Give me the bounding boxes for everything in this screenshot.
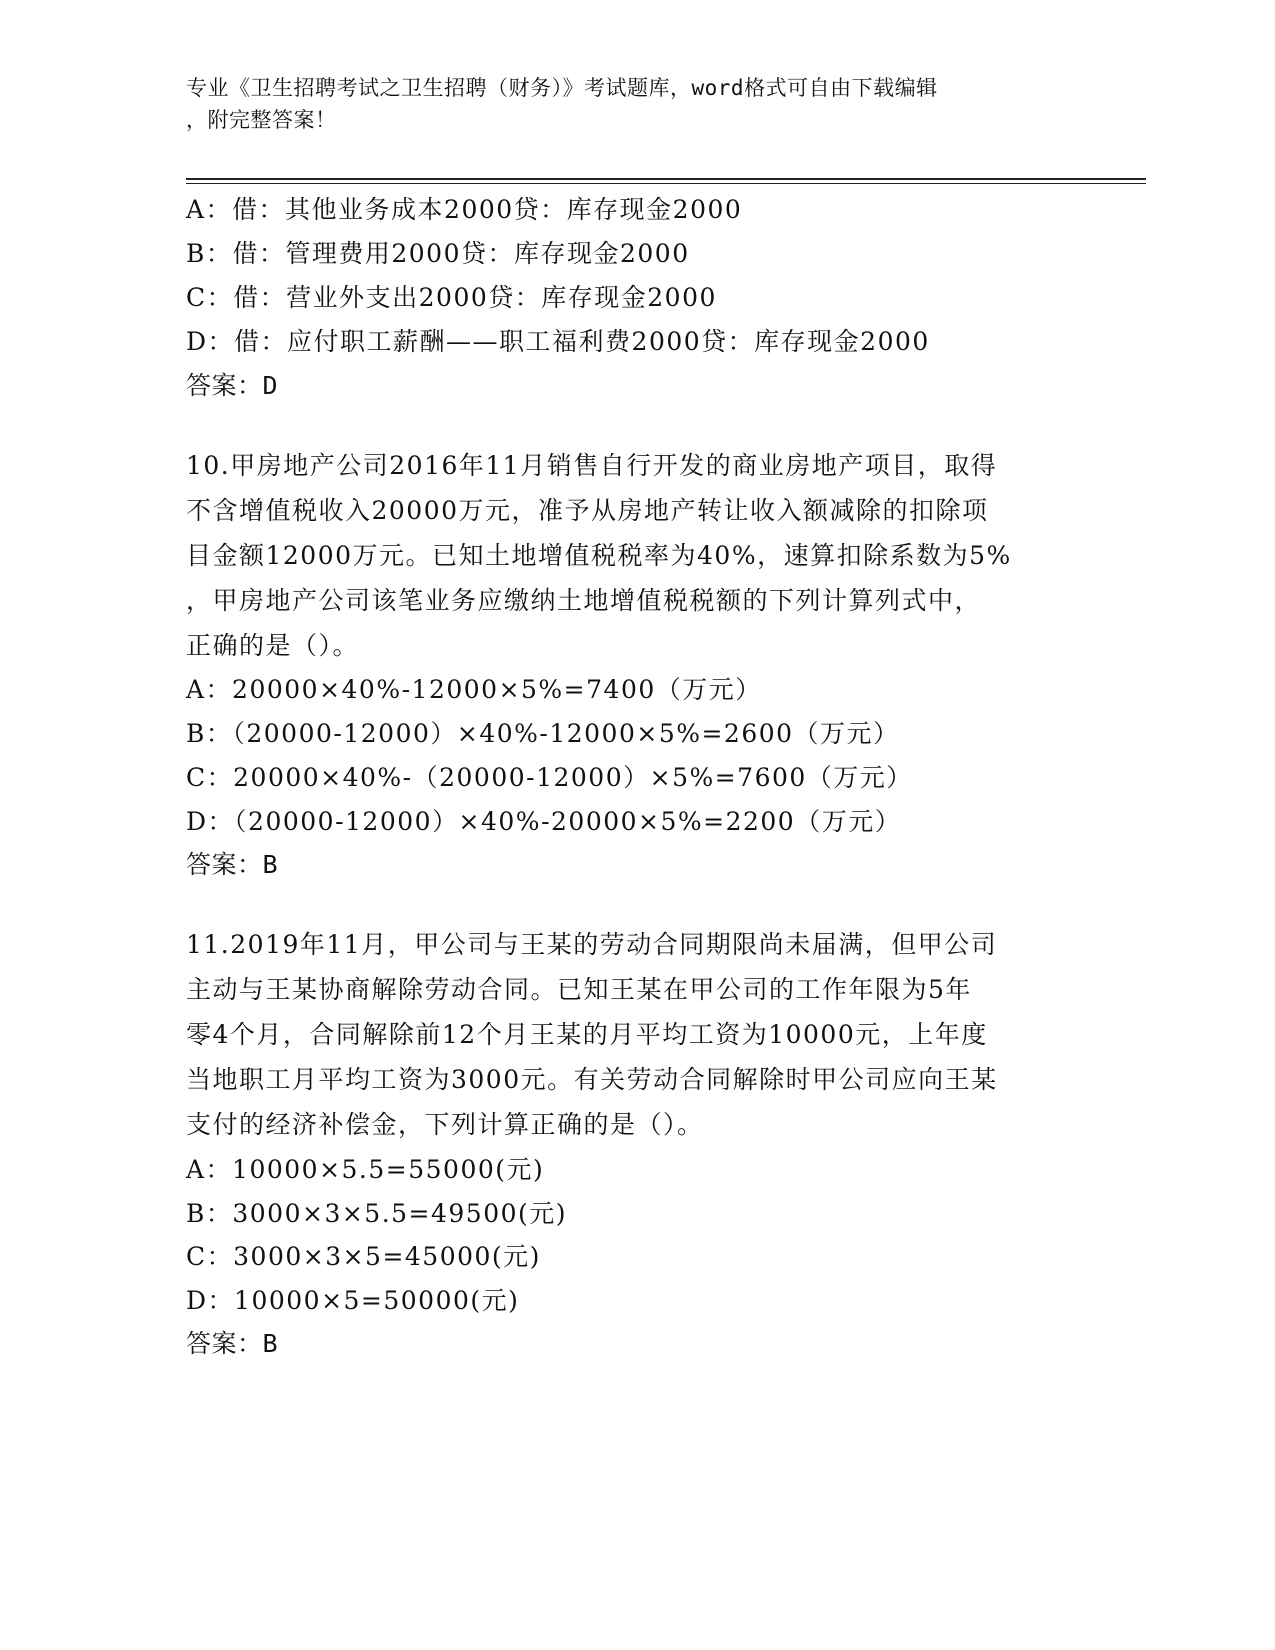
q10-stem-line: 正确的是（）。 bbox=[186, 631, 360, 660]
q10-option-c: C：20000×40%-（20000-12000）×5%=7600（万元） bbox=[186, 763, 913, 792]
q10-option-a: A：20000×40%-12000×5%=7400（万元） bbox=[186, 675, 762, 704]
q11-stem bbox=[186, 922, 1066, 1147]
q11-option-b: B：3000×3×5.5=49500(元) bbox=[186, 1199, 568, 1228]
document-header bbox=[186, 72, 1066, 136]
header-line-1: 专业《卫生招聘考试之卫生招聘（财务）》考试题库，word格式可自由下载编辑 bbox=[186, 76, 938, 100]
header-line-2: ，附完整答案！ bbox=[186, 108, 337, 132]
q10-option-b: B：（20000-12000）×40%-12000×5%=2600（万元） bbox=[186, 719, 900, 748]
q9-option-a: A：借：其他业务成本2000贷：库存现金2000 bbox=[186, 195, 743, 224]
q10-answer: 答案：B bbox=[186, 850, 279, 879]
q10-option-d: D：（20000-12000）×40%-20000×5%=2200（万元） bbox=[186, 807, 902, 836]
q11-option-a: A：10000×5.5=55000(元) bbox=[186, 1155, 545, 1184]
header-rule-thick bbox=[186, 178, 1146, 180]
q10-stem-line: 目金额12000万元。已知土地增值税税率为40%，速算扣除系数为5% bbox=[186, 541, 1012, 570]
q11-stem-line: 主动与王某协商解除劳动合同。已知王某在甲公司的工作年限为5年 bbox=[186, 975, 972, 1004]
q11-stem-line: 当地职工月平均工资为3000元。有关劳动合同解除时甲公司应向王某 bbox=[186, 1065, 998, 1094]
q10-stem-line: ，甲房地产公司该笔业务应缴纳土地增值税税额的下列计算列式中， bbox=[186, 586, 982, 615]
q10-stem bbox=[186, 443, 1066, 668]
q9-option-b: B：借：管理费用2000贷：库存现金2000 bbox=[186, 239, 690, 268]
q11-option-c: C：3000×3×5=45000(元) bbox=[186, 1242, 541, 1271]
q9-option-d: D：借：应付职工薪酬——职工福利费2000贷：库存现金2000 bbox=[186, 327, 930, 356]
q10-stem-line: 不含增值税收入20000万元，准予从房地产转让收入额减除的扣除项 bbox=[186, 496, 989, 525]
q11-stem-line: 支付的经济补偿金，下列计算正确的是（）。 bbox=[186, 1110, 704, 1139]
q11-stem-line: 零4个月，合同解除前12个月王某的月平均工资为10000元，上年度 bbox=[186, 1020, 988, 1049]
header-rule-thin bbox=[186, 183, 1146, 184]
q11-answer: 答案：B bbox=[186, 1329, 279, 1358]
q11-stem-line: 11.2019年11月，甲公司与王某的劳动合同期限尚未届满，但甲公司 bbox=[186, 930, 998, 959]
q9-answer: 答案：D bbox=[186, 371, 279, 400]
q9-option-c: C：借：营业外支出2000贷：库存现金2000 bbox=[186, 283, 717, 312]
q11-option-d: D：10000×5=50000(元) bbox=[186, 1286, 520, 1315]
q10-stem-line: 10.甲房地产公司2016年11月销售自行开发的商业房地产项目，取得 bbox=[186, 451, 998, 480]
